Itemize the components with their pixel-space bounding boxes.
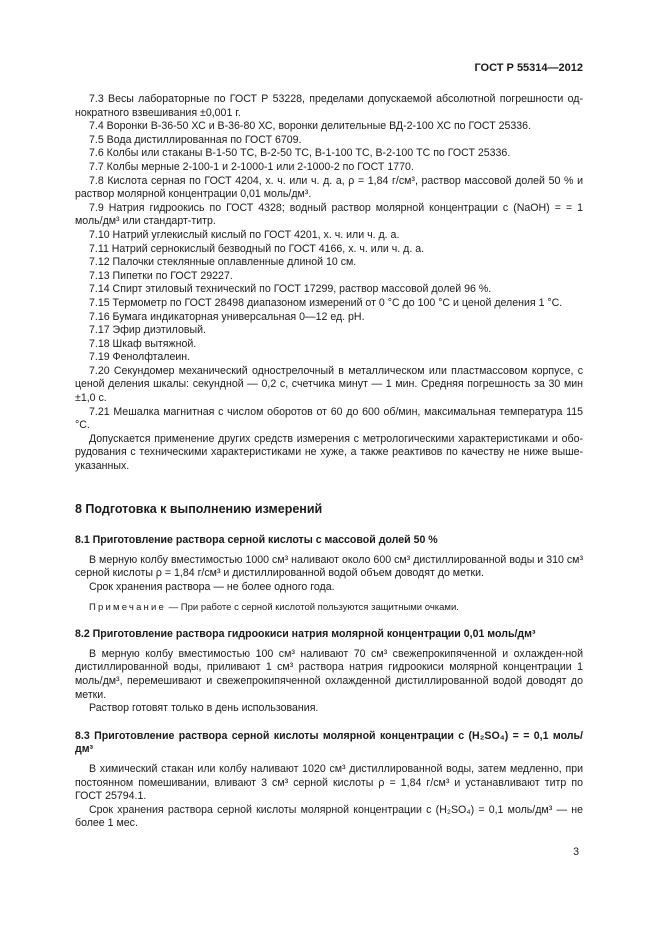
note-label: Примечание <box>89 601 166 613</box>
list-item-7-14: 7.14 Спирт этиловый технический по ГОСТ 17299, раствор массовой долей 96 %. <box>89 283 492 296</box>
list-item-7-18: 7.18 Шкаф вытяжной. <box>89 337 197 350</box>
paragraph-8-2-1: В мерную колбу вместимостью 100 см³ наливают 70 см³ свежепрокипяченной и охлажден-ной дистиллированной воды, приливают 1 см³ раствора натрия гидроокиси молярной концентрации 1 моль/дм³, перемешивают и свежепрокипяченной охлажденной дистиллированной водой доводят до метки. <box>75 647 583 701</box>
section-8-title: 8 Подготовка к выполнению измерений <box>75 501 323 516</box>
list-item-7-19: 7.19 Фенолфталеин. <box>89 351 191 364</box>
paragraph-8-1-1: В мерную колбу вместимостью 1000 см³ наливают около 600 см³ дистиллированной воды и 310 см³ серной кислоты ρ = 1,84 г/см³ и дистиллированной водой объем доводят до метки. <box>75 553 583 580</box>
document-id-header: ГОСТ Р 55314—2012 <box>474 62 583 74</box>
list-item-7-12: 7.12 Палочки стеклянные оплавленные длиной 10 см. <box>89 256 357 269</box>
list-item-7-6: 7.6 Колбы или стаканы В-1-50 ТС, В-2-50 ТС, В-1-100 ТС, В-2-100 ТС по ГОСТ 25336. <box>89 147 511 160</box>
list-item-7-10: 7.10 Натрий углекислый кислый по ГОСТ 4201, х. ч. или ч. д. а. <box>89 228 400 241</box>
list-item-7-8: 7.8 Кислота серная по ГОСТ 4204, х. ч. или ч. д. а, ρ = 1,84 г/см³, раствор массовой долей 50 % и раствор молярной концентрации 0,01 моль/дм³. <box>75 174 583 201</box>
subsection-8-1-title: 8.1 Приготовление раствора серной кислоты с массовой долей 50 % <box>75 534 438 547</box>
list-item-7-13: 7.13 Пипетки по ГОСТ 29227. <box>89 269 233 282</box>
paragraph-8-2-2: Раствор готовят только в день использования. <box>89 702 319 715</box>
list-item-7-21: 7.21 Мешалка магнитная с числом оборотов от 60 до 600 об/мин, максимальная температура 115 °С. <box>75 405 583 432</box>
paragraph-8-1-2: Срок хранения раствора — не более одного года. <box>89 581 335 593</box>
list-item-7-3: 7.3 Весы лабораторные по ГОСТ Р 53228, пределами допускаемой абсолютной погрешности од-нократного взвешивания ±0,001 г. <box>75 93 583 119</box>
subsection-8-2-title: 8.2 Приготовление раствора гидроокиси натрия молярной концентрации 0,01 моль/дм³ <box>75 628 536 641</box>
paragraph-8-3-2: Срок хранения раствора серной кислоты молярной концентрации c (H₂SO₄) = 0,1 моль/дм³ — не более 1 мес. <box>75 803 583 830</box>
list-item-7-9: 7.9 Натрия гидроокись по ГОСТ 4328; водный раствор молярной концентрации c (NaOH) = = 1 моль/дм³ или стандарт-титр. <box>75 201 583 228</box>
list-item-7-5: 7.5 Вода дистиллированная по ГОСТ 6709. <box>89 133 302 146</box>
paragraph-8-3-1: В химический стакан или колбу наливают 1020 см³ дистиллированной воды, затем медленно, при постоянном помешивании, вливают 3 см³ серной кислоты ρ = 1,84 г/см³ и устанавливают титр по ГОСТ 25794.1. <box>75 762 583 803</box>
note-8-1 <box>75 601 583 615</box>
subsection-8-3-title: 8.3 Приготовление раствора серной кислоты молярной концентрации c (H₂SO₄) = = 0,1 моль/дм³ <box>75 729 583 756</box>
list-item-7-11: 7.11 Натрий сернокислый безводный по ГОСТ 4166, х. ч. или ч. д. а. <box>89 242 425 255</box>
paragraph-equipment-substitution: Допускается применение других средств измерения с метрологическими характеристиками и обо-рудования с техническими характеристиками не хуже, а также реактивов по качеству не ниже выше-указанных. <box>75 432 583 473</box>
page-content <box>75 93 583 831</box>
list-item-7-16: 7.16 Бумага индикаторная универсальная 0—12 ед. рН. <box>89 310 365 323</box>
list-item-7-17: 7.17 Эфир диэтиловый. <box>89 324 206 337</box>
list-item-7-4: 7.4 Воронки В-36-50 ХС и В-36-80 ХС, воронки делительные ВД-2-100 ХС по ГОСТ 25336. <box>89 120 532 133</box>
page-number: 3 <box>573 846 579 858</box>
note-text: — При работе с серной кислотой пользуются защитными очками. <box>166 601 459 613</box>
list-item-7-20: 7.20 Секундомер механический однострелочный в металлическом или пластмассовом корпусе, с ценой деления шкалы: секундной — 0,2 с, счетчика минут — 1 мин. Средняя погрешность за 30 мин ±1,0 с. <box>75 364 583 405</box>
list-item-7-7: 7.7 Колбы мерные 2-100-1 и 2-1000-1 или 2-1000-2 по ГОСТ 1770. <box>89 160 414 173</box>
list-item-7-15: 7.15 Термометр по ГОСТ 28498 диапазоном измерений от 0 °С до 100 °С и ценой деления 1 °С. <box>89 296 563 309</box>
